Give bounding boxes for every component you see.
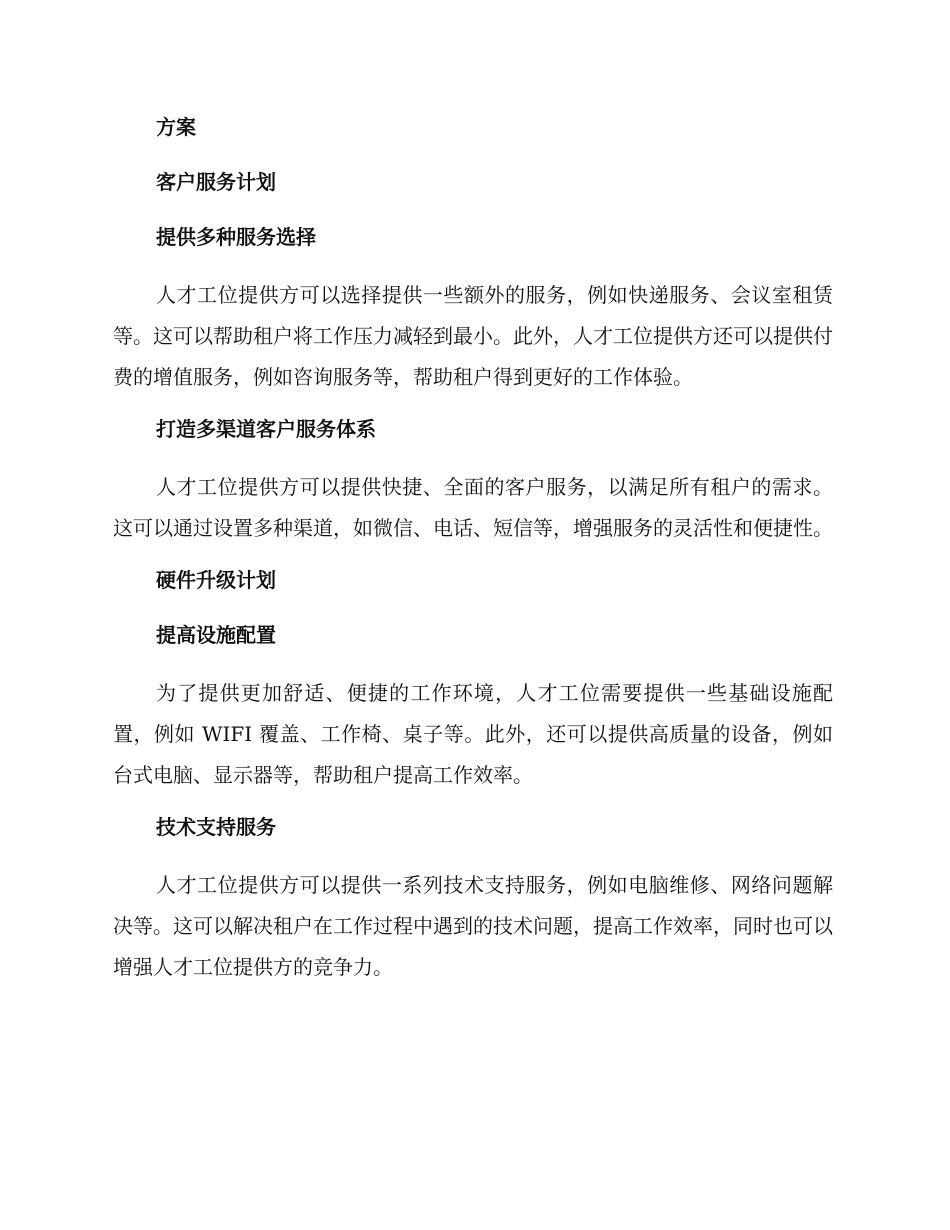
paragraph-technical-support: 人才工位提供方可以提供一系列技术支持服务，例如电脑维修、网络问题解决等。这可以解决租户在工作过程中遇到的技术问题，提高工作效率，同时也可以增强人才工位提供方的竞争力。	[113, 873, 833, 979]
paragraph-multiple-services: 人才工位提供方可以选择提供一些额外的服务，例如快递服务、会议室租赁等。这可以帮助租户将工作压力减轻到最小。此外，人才工位提供方还可以提供付费的增值服务，例如咨询服务等，帮助租户得到更好的工作体验。	[113, 283, 833, 389]
heading-hardware-upgrade-plan: 硬件升级计划	[156, 568, 276, 592]
heading-plan: 方案	[156, 115, 196, 139]
document-body	[113, 110, 833, 1002]
heading-customer-service-plan: 客户服务计划	[156, 170, 276, 194]
heading-technical-support: 技术支持服务	[156, 815, 276, 839]
paragraph-facility-configuration: 为了提供更加舒适、便捷的工作环境，人才工位需要提供一些基础设施配置，例如 WIFI 覆盖、工作椅、桌子等。此外，还可以提供高质量的设备，例如台式电脑、显示器等，帮助租户提高工作效率。	[113, 681, 833, 787]
heading-multiple-services: 提供多种服务选择	[156, 225, 316, 249]
heading-multichannel-service: 打造多渠道客户服务体系	[156, 417, 376, 441]
heading-facility-configuration: 提高设施配置	[156, 623, 276, 647]
paragraph-multichannel-service: 人才工位提供方可以提供快捷、全面的客户服务，以满足所有租户的需求。这可以通过设置多种渠道，如微信、电话、短信等，增强服务的灵活性和便捷性。	[113, 475, 833, 540]
